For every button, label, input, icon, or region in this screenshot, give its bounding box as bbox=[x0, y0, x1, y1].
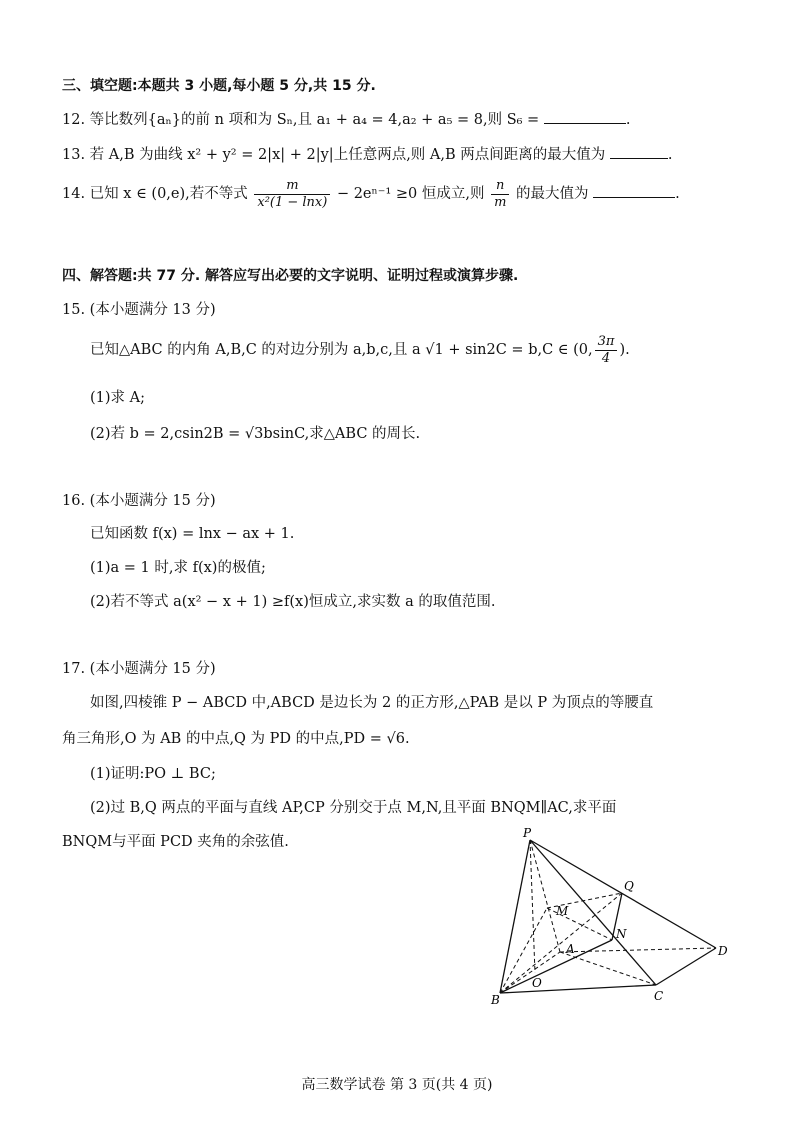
question-14 bbox=[62, 172, 680, 216]
q13-end: . bbox=[667, 147, 673, 163]
label-P: P bbox=[523, 826, 532, 840]
q14-end: . bbox=[675, 186, 680, 202]
edge-BC bbox=[500, 985, 656, 993]
q17-part-1: (1)证明:PO ⊥ BC; bbox=[90, 766, 216, 782]
q17-part-2-line-2: BNQM与平面 PCD 夹角的余弦值. bbox=[62, 834, 289, 850]
q14-text-c: 的最大值为 bbox=[516, 186, 589, 202]
q14-frac2-numerator: n bbox=[491, 178, 509, 195]
question-12 bbox=[62, 108, 630, 129]
pyramid-figure bbox=[480, 820, 740, 1010]
q16-part-2: (2)若不等式 a(x² − x + 1) ≥f(x)恒成立,求实数 a 的取值范围. bbox=[90, 594, 496, 610]
q14-fraction-n-over-m bbox=[491, 178, 509, 211]
q15-header: 15. (本小题满分 13 分) bbox=[62, 302, 216, 318]
edge-PB bbox=[500, 840, 530, 993]
q14-text-a: 14. 已知 x ∈ (0,e),若不等式 bbox=[62, 186, 248, 202]
section-3-heading: 三、填空题:本题共 3 小题,每小题 5 分,共 15 分. bbox=[62, 78, 376, 94]
q16-part-1: (1)a = 1 时,求 f(x)的极值; bbox=[90, 560, 266, 576]
label-C: C bbox=[654, 989, 664, 1003]
label-A: A bbox=[566, 942, 575, 956]
label-D: D bbox=[718, 944, 728, 958]
q15-stem-text: 已知△ABC 的内角 A,B,C 的对边分别为 a,b,c,且 a √1 + sin2C = b,C ∈ (0, bbox=[90, 342, 593, 358]
q13-text: 13. 若 A,B 为曲线 x² + y² = 2|x| + 2|y|上任意两点,则 A,B 两点间距离的最大值为 bbox=[62, 147, 606, 163]
q13-answer-blank[interactable] bbox=[610, 144, 668, 159]
q14-frac1-denominator: x²(1 − lnx) bbox=[257, 194, 328, 210]
q14-text-b: − 2eⁿ⁻¹ ≥0 恒成立,则 bbox=[336, 186, 485, 202]
q17-header: 17. (本小题满分 15 分) bbox=[62, 661, 216, 677]
q14-answer-blank[interactable] bbox=[593, 183, 675, 198]
label-Q: Q bbox=[624, 879, 634, 893]
edge-CD bbox=[656, 948, 716, 985]
q12-text: 12. 等比数列{aₙ}的前 n 项和为 Sₙ,且 a₁ + a₄ = 4,a₂ + a₅ = 8,则 S₆ = bbox=[62, 112, 540, 128]
q15-part-2: (2)若 b = 2,csin2B = √3bsinC,求△ABC 的周长. bbox=[90, 426, 421, 442]
edge-PC bbox=[530, 840, 656, 985]
section-4-heading: 四、解答题:共 77 分. 解答应写出必要的文字说明、证明过程或演算步骤. bbox=[62, 268, 519, 284]
q15-fraction bbox=[595, 334, 618, 367]
q15-stem-end: ). bbox=[619, 342, 630, 358]
page-footer: 高三数学试卷 第 3 页(共 4 页) bbox=[301, 1077, 493, 1093]
segment-PO bbox=[530, 840, 535, 973]
q17-stem-line-2: 角三角形,O 为 AB 的中点,Q 为 PD 的中点,PD = √6. bbox=[62, 731, 410, 747]
q17-stem-line-1: 如图,四棱锥 P − ABCD 中,ABCD 是边长为 2 的正方形,△PAB 是以 P 为顶点的等腰直 bbox=[90, 695, 654, 711]
q14-frac1-numerator: m bbox=[254, 178, 330, 195]
q15-stem bbox=[90, 330, 630, 370]
q16-stem: 已知函数 f(x) = lnx − ax + 1. bbox=[90, 526, 295, 542]
q14-fraction-m bbox=[254, 178, 330, 211]
label-M: M bbox=[556, 904, 569, 918]
q12-end: . bbox=[625, 112, 631, 128]
label-N: N bbox=[616, 927, 627, 941]
edge-BA bbox=[500, 952, 560, 993]
q15-frac-numerator: 3π bbox=[595, 334, 618, 351]
q16-header: 16. (本小题满分 15 分) bbox=[62, 493, 216, 509]
label-B: B bbox=[491, 993, 500, 1007]
question-13 bbox=[62, 143, 672, 164]
label-O: O bbox=[532, 976, 542, 990]
q15-frac-denominator: 4 bbox=[601, 350, 611, 366]
edge-BN bbox=[500, 940, 612, 993]
edge-AD bbox=[560, 948, 716, 952]
q17-part-2-line-1: (2)过 B,Q 两点的平面与直线 AP,CP 分别交于点 M,N,且平面 BNQM∥AC,求平面 bbox=[90, 800, 617, 816]
q14-frac2-denominator: m bbox=[494, 194, 507, 210]
q12-answer-blank[interactable] bbox=[544, 109, 626, 124]
q15-part-1: (1)求 A; bbox=[90, 390, 146, 406]
